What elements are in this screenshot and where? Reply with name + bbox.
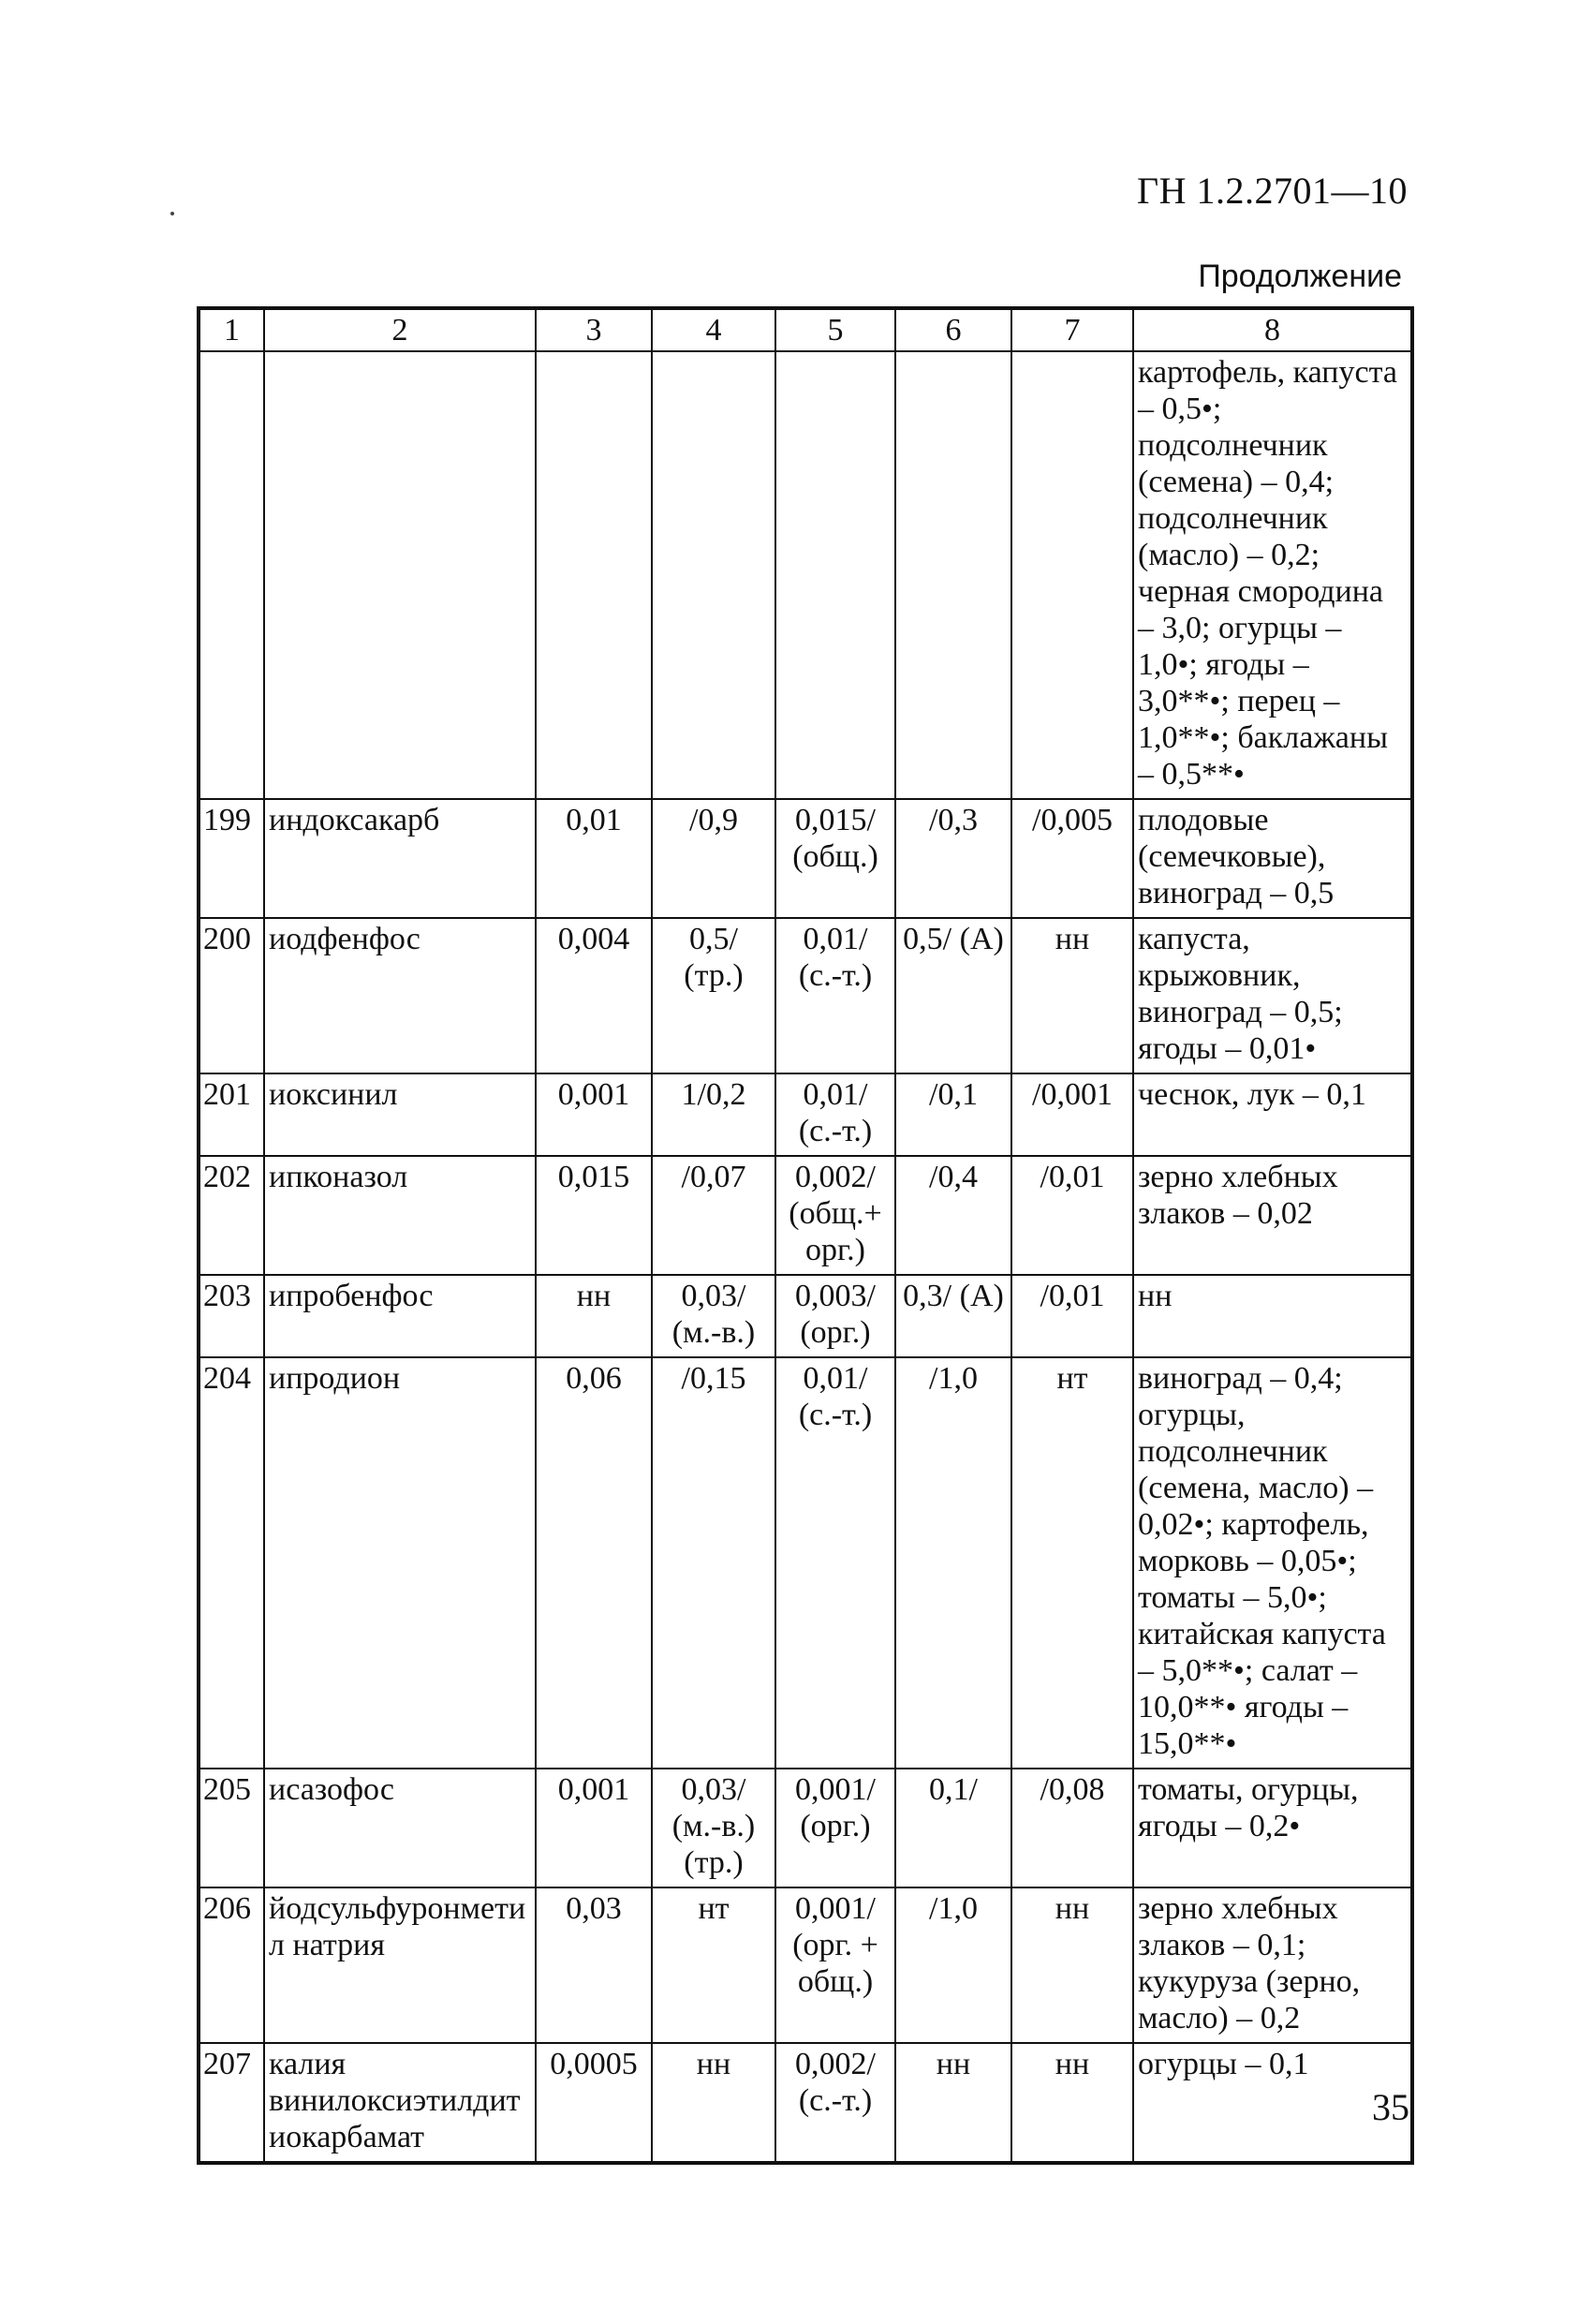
table-row (199, 799, 1412, 918)
col6-value: 0,1/ (895, 1769, 1011, 1887)
crop-limits: томаты, огурцы, ягоды – 0,2• (1133, 1769, 1412, 1887)
crop-limits: зерно хлебных злаков – 0,1; кукуруза (зерно, масло) – 0,2 (1133, 1887, 1412, 2043)
document-code: ГН 1.2.2701—10 (1136, 170, 1408, 212)
row-number: 203 (199, 1275, 264, 1357)
substance-name: ипробенфос (264, 1275, 536, 1357)
row-number: 205 (199, 1769, 264, 1887)
row-number: 206 (199, 1887, 264, 2043)
substance-name: иодфенфос (264, 918, 536, 1073)
crop-limits: виноград – 0,4; огурцы, подсолнечник (семена, масло) – 0,02•; картофель, морковь – 0,05•; томаты – 5,0•; китайская капуста – 5,0**•; салат – 10,0**• ягоды – 15,0**• (1133, 1357, 1412, 1769)
col6-value (895, 351, 1011, 799)
table-row (199, 1769, 1412, 1887)
table-row (199, 918, 1412, 1073)
col6-value: /1,0 (895, 1887, 1011, 2043)
col3-value (536, 351, 652, 799)
table-row (199, 1357, 1412, 1769)
row-number: 207 (199, 2043, 264, 2163)
col3-value: 0,015 (536, 1156, 652, 1275)
substance-name: йодсульфуронметил натрия (264, 1887, 536, 2043)
col6-value: нн (895, 2043, 1011, 2163)
col6-value: /0,4 (895, 1156, 1011, 1275)
table-row (199, 2043, 1412, 2163)
row-number (199, 351, 264, 799)
page-number: 35 (1372, 2086, 1409, 2128)
col6-value: /0,1 (895, 1073, 1011, 1156)
substance-name: иоксинил (264, 1073, 536, 1156)
row-number: 201 (199, 1073, 264, 1156)
crop-limits: огурцы – 0,1 (1133, 2043, 1412, 2163)
row-number: 200 (199, 918, 264, 1073)
col3-value: нн (536, 1275, 652, 1357)
col3-value: 0,004 (536, 918, 652, 1073)
col4-value: /0,07 (652, 1156, 775, 1275)
col7-value: нн (1011, 2043, 1133, 2163)
column-header: 1 (199, 308, 264, 351)
column-header: 8 (1133, 308, 1412, 351)
col7-value: /0,005 (1011, 799, 1133, 918)
col4-value: 0,03/ (м.-в.) (652, 1275, 775, 1357)
col3-value: 0,06 (536, 1357, 652, 1769)
column-header: 7 (1011, 308, 1133, 351)
col7-value: нн (1011, 1887, 1133, 2043)
col5-value: 0,01/ (с.-т.) (775, 1073, 895, 1156)
col4-value: /0,9 (652, 799, 775, 918)
col5-value: 0,002/ (общ.+ орг.) (775, 1156, 895, 1275)
col3-value: 0,03 (536, 1887, 652, 2043)
substance-name: индоксакарб (264, 799, 536, 918)
col6-value: /0,3 (895, 799, 1011, 918)
crop-limits: нн (1133, 1275, 1412, 1357)
col4-value: нн (652, 2043, 775, 2163)
row-number: 204 (199, 1357, 264, 1769)
substance-name: ипконазол (264, 1156, 536, 1275)
col4-value: нт (652, 1887, 775, 2043)
col3-value: 0,001 (536, 1769, 652, 1887)
col4-value: 1/0,2 (652, 1073, 775, 1156)
table-row (199, 1073, 1412, 1156)
col5-value: 0,001/ (орг. + общ.) (775, 1887, 895, 2043)
col5-value: 0,01/ (с.-т.) (775, 918, 895, 1073)
crop-limits: зерно хлебных злаков – 0,02 (1133, 1156, 1412, 1275)
substance-name: калия винилоксиэтилдитиокарбамат (264, 2043, 536, 2163)
col7-value: нт (1011, 1357, 1133, 1769)
column-header: 5 (775, 308, 895, 351)
col4-value: 0,03/ (м.-в.) (тр.) (652, 1769, 775, 1887)
crop-limits: плодовые (семечковые), виноград – 0,5 (1133, 799, 1412, 918)
col3-value: 0,0005 (536, 2043, 652, 2163)
col7-value: /0,01 (1011, 1275, 1133, 1357)
row-number: 199 (199, 799, 264, 918)
col6-value: 0,3/ (А) (895, 1275, 1011, 1357)
col7-value: /0,01 (1011, 1156, 1133, 1275)
col7-value: /0,08 (1011, 1769, 1133, 1887)
column-header: 6 (895, 308, 1011, 351)
crop-limits: капуста, крыжовник, виноград – 0,5; ягоды – 0,01• (1133, 918, 1412, 1073)
col5-value (775, 351, 895, 799)
column-header: 3 (536, 308, 652, 351)
table-row (199, 1887, 1412, 2043)
substance-name: исазофос (264, 1769, 536, 1887)
col7-value: /0,001 (1011, 1073, 1133, 1156)
col5-value: 0,002/ (с.-т.) (775, 2043, 895, 2163)
col5-value: 0,015/ (общ.) (775, 799, 895, 918)
crop-limits: картофель, капуста – 0,5•; подсолнечник (семена) – 0,4; подсолнечник (масло) – 0,2; черная смородина – 3,0; огурцы – 1,0•; ягоды – 3,0**•; перец – 1,0**•; баклажаны – 0,5**• (1133, 351, 1412, 799)
table-row (199, 1275, 1412, 1357)
table-header-row (199, 308, 1412, 351)
row-number: 202 (199, 1156, 264, 1275)
col7-value (1011, 351, 1133, 799)
column-header: 2 (264, 308, 536, 351)
continuation-label: Продолжение (1198, 259, 1402, 294)
table-row (199, 351, 1412, 799)
crop-limits: чеснок, лук – 0,1 (1133, 1073, 1412, 1156)
col5-value: 0,003/ (орг.) (775, 1275, 895, 1357)
col6-value: 0,5/ (А) (895, 918, 1011, 1073)
column-header: 4 (652, 308, 775, 351)
table-row (199, 1156, 1412, 1275)
col6-value: /1,0 (895, 1357, 1011, 1769)
scan-dot (170, 212, 174, 215)
col4-value (652, 351, 775, 799)
col3-value: 0,001 (536, 1073, 652, 1156)
substance-name (264, 351, 536, 799)
col3-value: 0,01 (536, 799, 652, 918)
col5-value: 0,001/ (орг.) (775, 1769, 895, 1887)
col4-value: 0,5/ (тр.) (652, 918, 775, 1073)
col4-value: /0,15 (652, 1357, 775, 1769)
sanitary-norms-table (197, 306, 1414, 2165)
substance-name: ипродион (264, 1357, 536, 1769)
col5-value: 0,01/ (с.-т.) (775, 1357, 895, 1769)
col7-value: нн (1011, 918, 1133, 1073)
